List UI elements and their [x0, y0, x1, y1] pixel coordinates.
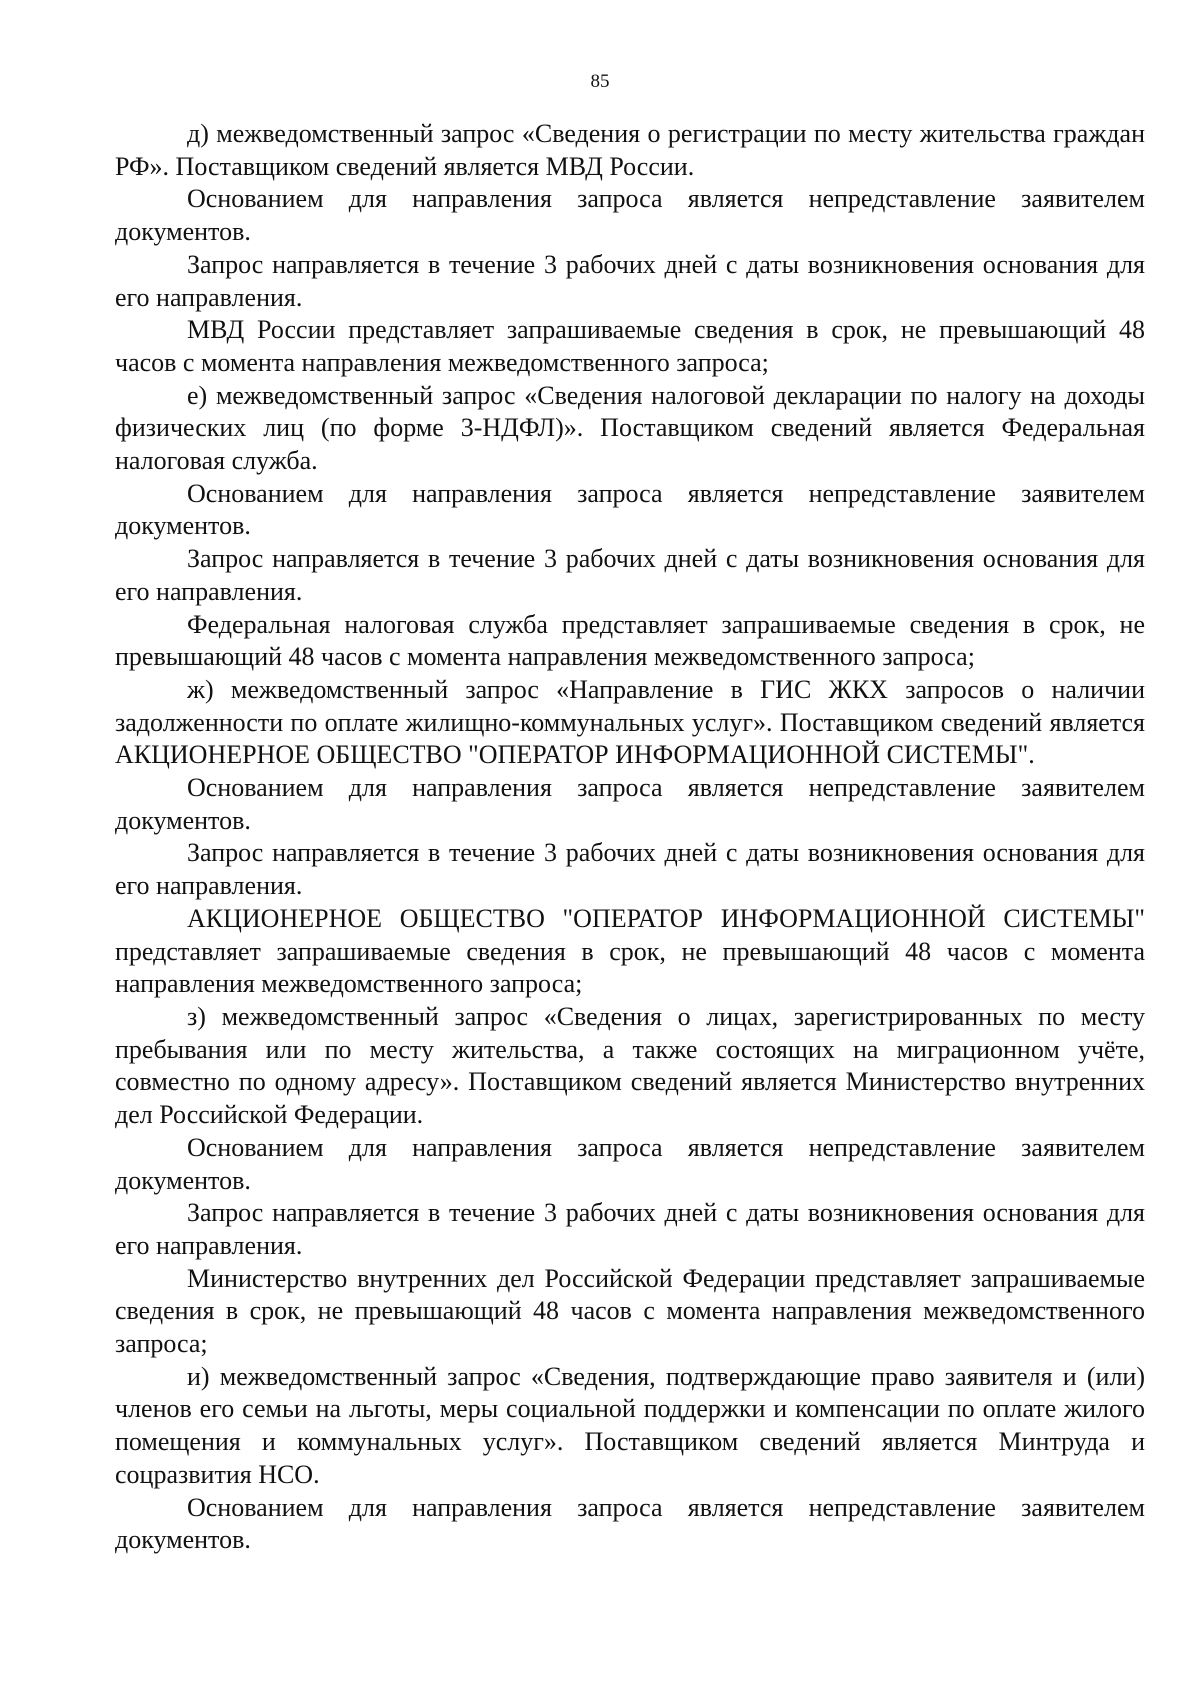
paragraph-e-request: е) межведомственный запрос «Сведения налоговой декларации по налогу на доходы физических лиц (по форме 3-НДФЛ)». Поставщиком сведений является Федеральная налоговая служба.	[115, 380, 1145, 476]
paragraph-response-term: Федеральная налоговая служба представляет запрашиваемые сведения в срок, не превышающий 48 часов с момента направления межведомственного запроса;	[115, 609, 1145, 672]
paragraph-z-request: з) межведомственный запрос «Сведения о лицах, зарегистрированных по месту пребывания или по месту жительства, а также состоящих на миграционном учёте, совместно по одному адресу». Поставщиком сведений является Министерство внутренних дел Российской Федерации.	[115, 1001, 1145, 1130]
document-body	[115, 118, 1145, 1557]
paragraph-basis: Основанием для направления запроса является непредставление заявителем документов.	[115, 1492, 1145, 1555]
paragraph-deadline: Запрос направляется в течение 3 рабочих дней с даты возникновения основания для его направления.	[115, 249, 1145, 312]
page-number: 85	[590, 71, 610, 92]
paragraph-d-request: д) межведомственный запрос «Сведения о регистрации по месту жительства граждан РФ». Поставщиком сведений является МВД России.	[115, 119, 1145, 181]
paragraph-basis: Основанием для направления запроса является непредставление заявителем документов.	[115, 1132, 1145, 1195]
paragraph-basis: Основанием для направления запроса является непредставление заявителем документов.	[115, 478, 1145, 541]
paragraph-zh-request: ж) межведомственный запрос «Направление в ГИС ЖКХ запросов о наличии задолженности по оплате жилищно-коммунальных услуг». Поставщиком сведений является АКЦИОНЕРНОЕ ОБЩЕСТВО "ОПЕРАТОР ИНФОРМАЦИОННОЙ СИСТЕМЫ".	[115, 674, 1145, 770]
paragraph-basis: Основанием для направления запроса является непредставление заявителем документов.	[115, 773, 1145, 835]
paragraph-deadline: Запрос направляется в течение 3 рабочих дней с даты возникновения основания для его направления.	[115, 838, 1145, 901]
paragraph-response-term: Министерство внутренних дел Российской Федерации представляет запрашиваемые сведения в срок, не превышающий 48 часов с момента направления межведомственного запроса;	[115, 1263, 1145, 1359]
paragraph-i-request: и) межведомственный запрос «Сведения, подтверждающие право заявителя и (или) членов его семьи на льготы, меры социальной поддержки и компенсации по оплате жилого помещения и коммунальных услуг». Поставщиком сведений является Минтруда и соцразвития НСО.	[115, 1361, 1145, 1489]
paragraph-deadline: Запрос направляется в течение 3 рабочих дней с даты возникновения основания для его направления.	[115, 1198, 1145, 1260]
paragraph-deadline: Запрос направляется в течение 3 рабочих дней с даты возникновения основания для его направления.	[115, 544, 1145, 606]
paragraph-basis: Основанием для направления запроса является непредставление заявителем документов.	[115, 184, 1145, 247]
paragraph-response-term: АКЦИОНЕРНОЕ ОБЩЕСТВО "ОПЕРАТОР ИНФОРМАЦИОННОЙ СИСТЕМЫ" представляет запрашиваемые сведения в срок, не превышающий 48 часов с момента направления межведомственного запроса;	[115, 903, 1145, 999]
paragraph-response-term: МВД России представляет запрашиваемые сведения в срок, не превышающий 48 часов с момента направления межведомственного запроса;	[115, 315, 1145, 377]
